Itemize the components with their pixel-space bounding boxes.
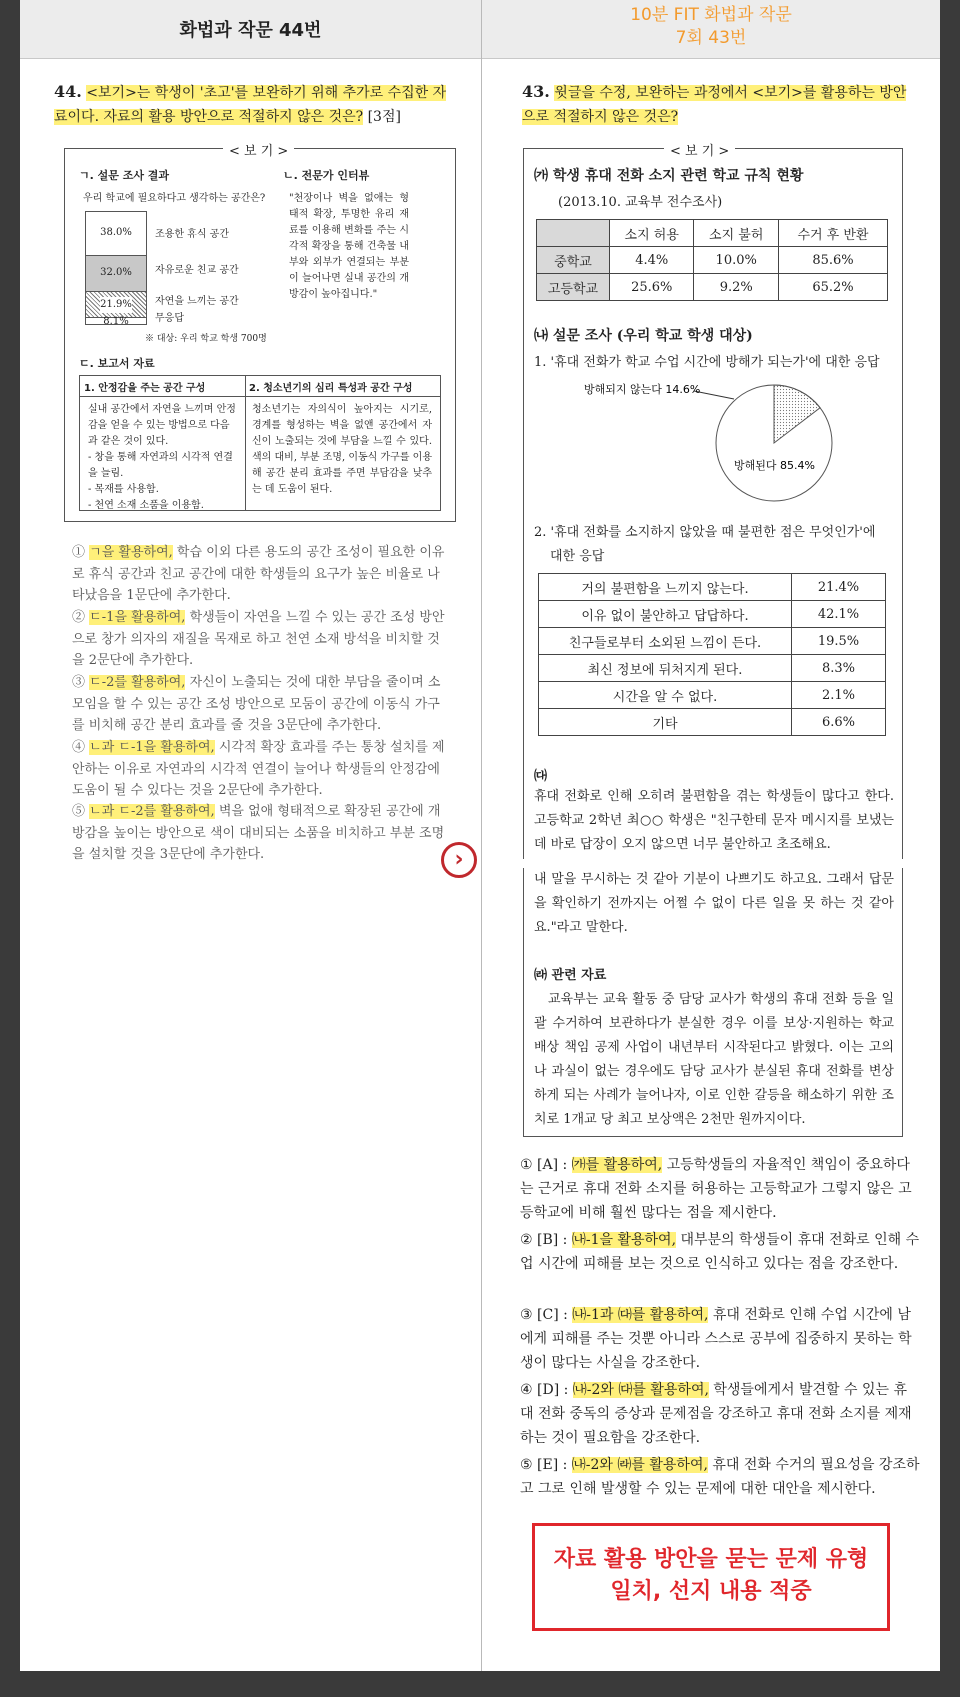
report-col-divider xyxy=(245,396,246,510)
callout-line2: 일치, 선지 내용 적중 xyxy=(610,1579,812,1604)
column-divider xyxy=(481,0,482,1671)
na-q1: 1. '휴대 전화가 학교 수업 시간에 방해가 되는가'에 대한 응답 xyxy=(534,355,880,370)
right-title-line2: 7회 43번 xyxy=(675,28,747,48)
table-row: 고등학교 25.6% 9.2% 65.2% xyxy=(537,274,888,301)
left-bogi-label: < 보 기 > xyxy=(223,140,294,159)
na-q2: 2. '휴대 전화를 소지하지 않았을 때 불편한 점은 무엇인가'에 대한 응답 xyxy=(534,525,876,564)
left-option-2: ② ㄷ-1을 활용하여, 학생들이 자연을 느낄 수 있는 공간 조성 방안으로 창가 의자의 재질을 목재로 하고 천연 소재 방석을 비치할 것을 2문단에 추가한다. xyxy=(72,610,445,668)
right-bogi-box xyxy=(523,144,903,859)
table-row: 최신 정보에 뒤처지게 된다. 8.3% xyxy=(539,655,886,682)
da-text-part2: 내 말을 무시하는 것 같아 기분이 나쁘기도 하고요. 그래서 답문을 확인하기 전까지는 어쩔 수 없이 다른 일을 못 하는 것 같아요."라고 말한다. xyxy=(534,872,894,935)
chevron-right-icon[interactable]: › xyxy=(441,842,477,878)
survey-label: 조용한 휴식 공간 xyxy=(155,229,229,240)
survey-question: 우리 학교에 필요하다고 생각하는 공간은? xyxy=(83,193,266,204)
survey-bar-segment: 38.0% xyxy=(86,212,146,256)
interview-title: ㄴ. 전문가 인터뷰 xyxy=(283,169,370,182)
callout-line1: 자료 활용 방안을 묻는 문제 유형 xyxy=(553,1547,869,1572)
ga-title: ㈎ 학생 휴대 전화 소지 관련 학교 규칙 현황 xyxy=(534,168,804,184)
left-bogi-box xyxy=(64,144,456,522)
table-row: 기타 6.6% xyxy=(539,709,886,736)
right-option-5: ⑤ [E] : ㈏-2와 ㈑를 활용하여, 휴대 전화 수거의 필요성을 강조하고 그로 인해 발생할 수 있는 문제에 대한 대안을 제시한다. xyxy=(520,1457,920,1497)
report-col1-header: 1. 안정감을 주는 공간 구성 xyxy=(80,376,246,397)
na-table xyxy=(538,573,886,736)
callout-box xyxy=(532,1523,890,1631)
table-row: 친구들로부터 소외된 느낌이 든다. 19.5% xyxy=(539,628,886,655)
right-question xyxy=(522,80,918,129)
table-row: 중학교 4.4% 10.0% 85.6% xyxy=(537,247,888,274)
table-row: 거의 불편함을 느끼지 않는다. 21.4% xyxy=(539,574,886,601)
survey-stacked-bar xyxy=(85,211,147,328)
survey-bar-segment: 8.1% xyxy=(103,316,129,328)
right-title-line1: 10분 FIT 화법과 작문 xyxy=(630,5,792,25)
left-question-text: <보기>는 학생이 '초고'를 보완하기 위해 추가로 수집한 자료이다. 자료의 활용 방안으로 적절하지 않은 것은? xyxy=(54,85,447,125)
left-option-4: ④ ㄴ과 ㄷ-1을 활용하여, 시각적 확장 효과를 주는 통창 설치를 제안하는 이유로 자연과의 시각적 연결이 늘어나 학생들의 안정감에 도움이 될 수 있다는 것을 2문단에 추가한다. xyxy=(72,740,445,798)
left-option-1: ① ㄱ을 활용하여, 학습 이외 다른 용도의 공간 조성이 필요한 이유로 휴식 공간과 친교 공간에 대한 학생들의 요구가 높은 비율로 나타났음을 1문단에 추가한다. xyxy=(72,545,445,603)
left-question-points: [3점] xyxy=(367,109,401,125)
survey-label: 자연을 느끼는 공간 xyxy=(155,296,239,307)
report-col2-text: 청소년기는 자의식이 높아지는 시기로, 경계를 형성하는 벽을 없앤 공간에서 자신이 노출되는 것에 부담을 느낄 수 있다. 색의 대비, 부분 조명, 이동식 가구를 이용해 공간 분리 효과를 주면 부담감을 낮추는 데 도움이 된다. xyxy=(252,404,432,495)
ra-text: 교육부는 교육 활동 중 담당 교사가 학생의 휴대 전화 등을 일괄 수거하여 보관하다가 분실한 경우 이를 보상·지원하는 학교 배상 책임 공제 사업이 내년부터 시작된다고 밝혔다. 이는 고의나 과실이 없는 경우에도 담당 교사가 분실된 휴대 전화를 변상하게 되는 사례가 늘어나자, 이로 인한 갈등을 해소하기 위한 조치로 1개교 당 최고 보상액은 2천만 원까지이다. xyxy=(534,992,894,1127)
table-row: 시간을 알 수 없다. 2.1% xyxy=(539,682,886,709)
da-text-part1: 휴대 전화로 인해 오히려 불편함을 겪는 학생들이 많다고 한다. 고등학교 2학년 최○○ 학생은 "친구한테 문자 메시지를 보냈는데 바로 답장이 오지 않으면 너무 불안하고 초조해요. xyxy=(534,789,894,852)
table-row: 소지 허용 소지 불허 수거 후 반환 xyxy=(537,220,888,247)
survey-note: ※ 대상: 우리 학교 학생 700명 xyxy=(145,334,267,344)
left-option-5: ⑤ ㄴ과 ㄷ-2를 활용하여, 벽을 없애 형태적으로 확장된 공간에 개방감을 높이는 방안으로 색이 대비되는 소품을 비치하고 부분 조명을 설치할 것을 3문단에 추가한다. xyxy=(72,804,445,862)
survey-label: 무응답 xyxy=(155,313,184,324)
interview-text: "천장이나 벽을 없애는 형태적 확장, 투명한 유리 재료를 이용해 변화를 주는 시각적 확장을 통해 건축물 내부와 외부가 연결되는 부분이 늘어나면 실내 공간의 개방감이 높아집니다." xyxy=(289,193,409,300)
right-question-number: 43. xyxy=(522,82,550,101)
survey-bar-segment: 32.0% xyxy=(86,256,146,293)
survey-bar-segment: 21.9% xyxy=(86,292,146,318)
right-option-4: ④ [D] : ㈏-2와 ㈐를 활용하여, 학생들에게서 발견할 수 있는 휴대 전화 중독의 증상과 문제점을 강조하고 휴대 전화 소지를 제재하는 것이 필요함을 강조한다. xyxy=(520,1382,912,1446)
report-title: ㄷ. 보고서 자료 xyxy=(79,357,155,370)
page xyxy=(20,0,940,1671)
na-pie-chart xyxy=(584,379,884,509)
survey-title: ㄱ. 설문 조사 결과 xyxy=(79,169,170,182)
na-title: ㈏ 설문 조사 (우리 학교 학생 대상) xyxy=(534,328,753,344)
ga-subtitle: (2013.10. 교육부 전수조사) xyxy=(558,195,723,210)
pie-label-large: 방해된다 85.4% xyxy=(734,459,815,472)
survey-label: 자유로운 친교 공간 xyxy=(155,265,239,276)
da-title: ㈐ xyxy=(534,769,548,784)
table-row: 이유 없이 불안하고 답답하다. 42.1% xyxy=(539,601,886,628)
header-bar xyxy=(20,0,940,59)
ra-title: ㈑ 관련 자료 xyxy=(534,968,607,983)
right-question-text: 윗글을 수정, 보완하는 과정에서 <보기>를 활용하는 방안으로 적절하지 않은 것은? xyxy=(522,85,907,125)
left-title: 화법과 작문 44번 xyxy=(179,20,322,41)
right-option-2: ② [B] : ㈏-1을 활용하여, 대부분의 학생들이 휴대 전화로 인해 수업 시간에 피해를 보는 것으로 인식하고 있다는 점을 강조한다. xyxy=(520,1232,920,1272)
right-bogi-label: < 보 기 > xyxy=(664,140,735,159)
left-option-3: ③ ㄷ-2를 활용하여, 자신이 노출되는 것에 대한 부담을 줄이며 소모임을 할 수 있는 공간 조성 방안으로 모둠이 공간에 이동식 가구를 비치해 공간 분리 효과를 줄 것을 3문단에 추가한다. xyxy=(72,675,441,733)
ga-table xyxy=(536,219,888,301)
right-option-3: ③ [C] : ㈏-1과 ㈐를 활용하여, 휴대 전화로 인해 수업 시간에 남에게 피해를 주는 것뿐 아니라 스스로 공부에 집중하지 못하는 학생이 많다는 사실을 강조한다. xyxy=(520,1307,912,1371)
right-bogi-box-continued xyxy=(523,868,903,1137)
right-title xyxy=(482,4,940,58)
pie-label-small: 방해되지 않는다 14.6% xyxy=(584,383,701,396)
report-col2-header: 2. 청소년기의 심리 특성과 공간 구성 xyxy=(245,376,440,397)
left-question xyxy=(54,80,454,129)
right-option-1: ① [A] : ㈎를 활용하여, 고등학생들의 자율적인 책임이 중요하다는 근거로 휴대 전화 소지를 허용하는 고등학교가 그렇지 않은 고등학교에 비해 훨씬 많다는 점을 제시한다. xyxy=(520,1157,912,1221)
report-col1-text: 실내 공간에서 자연을 느끼며 안정감을 얻을 수 있는 방법으로 다음과 같은 것이 있다. - 창을 통해 자연과의 시각적 연결을 늘림. - 목재를 사용함. - 천연 소재 소품을 이용함. xyxy=(88,404,236,511)
left-question-number: 44. xyxy=(54,82,82,101)
report-table xyxy=(79,375,441,511)
